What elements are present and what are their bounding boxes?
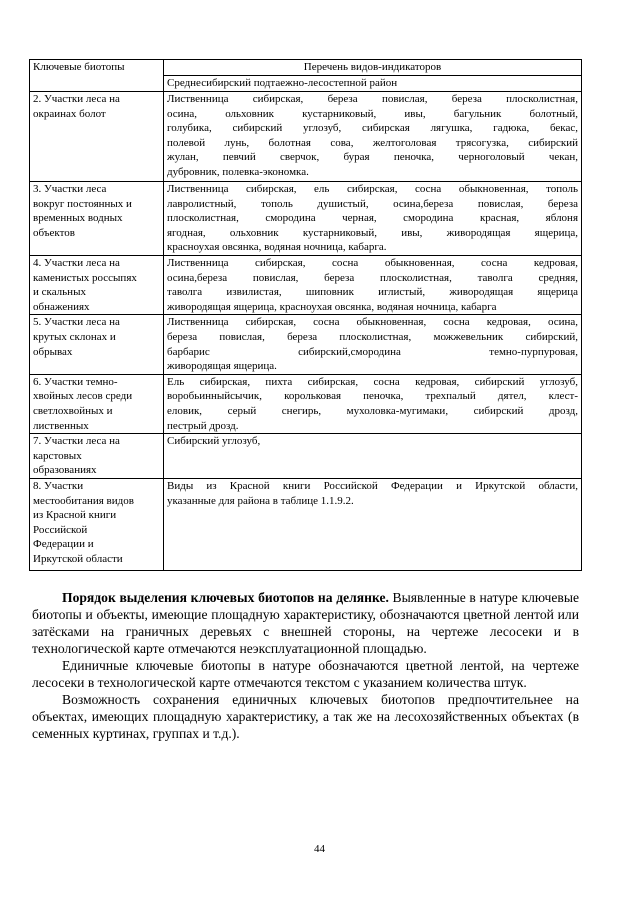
biotope-cell bbox=[30, 315, 164, 374]
biotope-line: Российской bbox=[33, 523, 88, 536]
header-biotopes: Ключевые биотопы bbox=[30, 60, 164, 92]
table-row bbox=[30, 374, 582, 433]
species-line: живородящая ящерица. bbox=[167, 360, 277, 373]
species-line: Виды из Красной книги Российской Федерации и Иркутской области, bbox=[167, 479, 578, 492]
body-text bbox=[32, 589, 579, 742]
species-line: ягодная, ольховник кустарниковый, ивы, живородящая ящерица, bbox=[167, 226, 578, 239]
species-line: Лиственница сибирская, береза повислая, береза плосколистная, bbox=[167, 93, 578, 105]
biotope-line: окраинах болот bbox=[33, 107, 106, 120]
page-number: 44 bbox=[314, 843, 325, 855]
species-line: голубика, сибирский углозуб, сибирская лягушка, гадюка, бекас, bbox=[167, 122, 578, 135]
biotope-cell bbox=[30, 92, 164, 182]
paragraph-preservation: Возможность сохранения единичных ключевых биотопов предпочтительнее на объектах, имеющих площадную характеристику, а так же на лесохозяйственных объектах (в семенных куртинах, группах и т.д.). bbox=[32, 692, 579, 741]
table-row bbox=[30, 92, 582, 182]
species-line: Ель сибирская, пихта сибирская, сосна кедровая, сибирский углозуб, bbox=[167, 375, 578, 388]
biotope-line: хвойных лесов среди bbox=[33, 390, 133, 403]
species-line: Лиственница сибирская, сосна обыкновенная, сосна кедровая, осина, bbox=[167, 316, 578, 329]
biotope-line: и скальных bbox=[33, 286, 86, 299]
species-line: осина,береза повислая, береза плосколистная, таволга средняя, bbox=[167, 271, 578, 284]
region-subheader: Среднесибирский подтаежно-лесостепной район bbox=[164, 76, 582, 92]
biotope-cell bbox=[30, 374, 164, 433]
biotope-line: обрывах bbox=[33, 345, 73, 358]
species-line: барбарис сибирский,смородина темно-пурпуровая, bbox=[167, 345, 578, 358]
species-line: Сибирский углозуб, bbox=[167, 435, 261, 448]
biotope-line: каменистых россыпях bbox=[33, 271, 137, 284]
species-line: пестрый дрозд. bbox=[167, 419, 239, 432]
biotope-line: обнажениях bbox=[33, 300, 90, 313]
biotope-line: 3. Участки леса bbox=[33, 183, 107, 195]
species-line: осина, ольховник кустарниковый, ивы, багульник болотный, bbox=[167, 107, 578, 120]
table-body bbox=[30, 92, 582, 571]
species-line: полевой лунь, болотная сова, желтоголовая трясогузка, сибирский bbox=[167, 136, 578, 149]
biotope-line: Иркутской области bbox=[33, 552, 123, 565]
species-line: таволга извилистая, шиповник иглистый, живородящая ящерица bbox=[167, 286, 578, 299]
species-line: Лиственница сибирская, ель сибирская, сосна обыкновенная, тополь bbox=[167, 183, 578, 195]
biotope-line: местообитания видов bbox=[33, 494, 134, 507]
procedure-text: Выявленные в натуре ключевые биотопы и объекты, имеющие площадную характеристику, обозначаются цветной лентой или затёсками на граничных деревьях с внешней стороны, на чертеже лесосеки и в технологической карте отмечаются неэксплуатационной площадью. bbox=[32, 590, 579, 656]
biotope-line: карстовых bbox=[33, 449, 82, 462]
species-cell bbox=[164, 315, 582, 374]
biotope-line: вокруг постоянных и bbox=[33, 197, 132, 210]
species-line: плосколистная, смородина черная, смородина красная, яблоня bbox=[167, 212, 578, 225]
biotope-line: из Красной книги bbox=[33, 509, 117, 522]
biotope-line: 6. Участки темно- bbox=[33, 375, 118, 388]
header-species: Перечень видов-индикаторов bbox=[164, 60, 582, 76]
species-cell bbox=[164, 182, 582, 256]
species-line: воробьинныйсычик, корольковая пеночка, трехпалый дятел, клест- bbox=[167, 390, 578, 403]
species-line: красноухая овсянка, водяная ночница, кабарга. bbox=[167, 241, 387, 254]
table-header-row bbox=[30, 60, 582, 76]
species-cell bbox=[164, 256, 582, 315]
biotopes-table bbox=[29, 59, 582, 571]
biotope-line: 7. Участки леса на bbox=[33, 435, 120, 448]
table-row bbox=[30, 434, 582, 479]
table-row bbox=[30, 182, 582, 256]
species-line: указанные для района в таблице 1.1.9.2. bbox=[167, 494, 354, 507]
biotope-line: образованиях bbox=[33, 464, 97, 477]
biotope-line: крутых склонах и bbox=[33, 330, 116, 343]
species-cell bbox=[164, 434, 582, 479]
species-line: Лиственница сибирская, сосна обыкновенная, сосна кедровая, bbox=[167, 257, 578, 269]
table-row bbox=[30, 478, 582, 570]
paragraph-single-biotopes: Единичные ключевые биотопы в натуре обозначаются цветной лентой, на чертеже лесосеки в технологической карте отмечаются текстом с указанием количества штук. bbox=[32, 658, 579, 690]
paragraph-procedure bbox=[32, 589, 579, 657]
biotope-line: временных водных bbox=[33, 212, 123, 225]
biotope-line: 5. Участки леса на bbox=[33, 316, 120, 329]
biotope-cell bbox=[30, 256, 164, 315]
species-cell bbox=[164, 478, 582, 570]
species-line: еловик, серый снегирь, мухоловка-мугимаки, сибирский дрозд, bbox=[167, 404, 578, 417]
biotope-line: светлохвойных и bbox=[33, 404, 113, 417]
biotope-cell bbox=[30, 182, 164, 256]
species-line: живородящая ящерица, красноухая овсянка, водяная ночница, кабарга bbox=[167, 300, 497, 313]
species-line: береза повислая, береза плосколистная, можжевельник сибирский, bbox=[167, 330, 578, 343]
biotope-line: 2. Участки леса на bbox=[33, 93, 120, 105]
species-cell bbox=[164, 374, 582, 433]
species-line: лавролистный, тополь душистый, осина,береза повислая, береза bbox=[167, 197, 578, 210]
table-row bbox=[30, 315, 582, 374]
biotope-line: объектов bbox=[33, 226, 75, 239]
biotope-line: Федерации и bbox=[33, 538, 94, 551]
biotope-cell bbox=[30, 434, 164, 479]
biotope-line: лиственных bbox=[33, 419, 89, 432]
procedure-heading: Порядок выделения ключевых биотопов на делянке. bbox=[62, 590, 389, 605]
biotope-line: 8. Участки bbox=[33, 479, 84, 492]
species-line: дубровник, полевка-экономка. bbox=[167, 165, 309, 178]
biotope-cell bbox=[30, 478, 164, 570]
species-cell bbox=[164, 92, 582, 182]
species-line: жулан, певчий сверчок, бурая пеночка, черноголовый чекан, bbox=[167, 151, 578, 164]
table-row bbox=[30, 256, 582, 315]
biotope-line: 4. Участки леса на bbox=[33, 257, 120, 269]
